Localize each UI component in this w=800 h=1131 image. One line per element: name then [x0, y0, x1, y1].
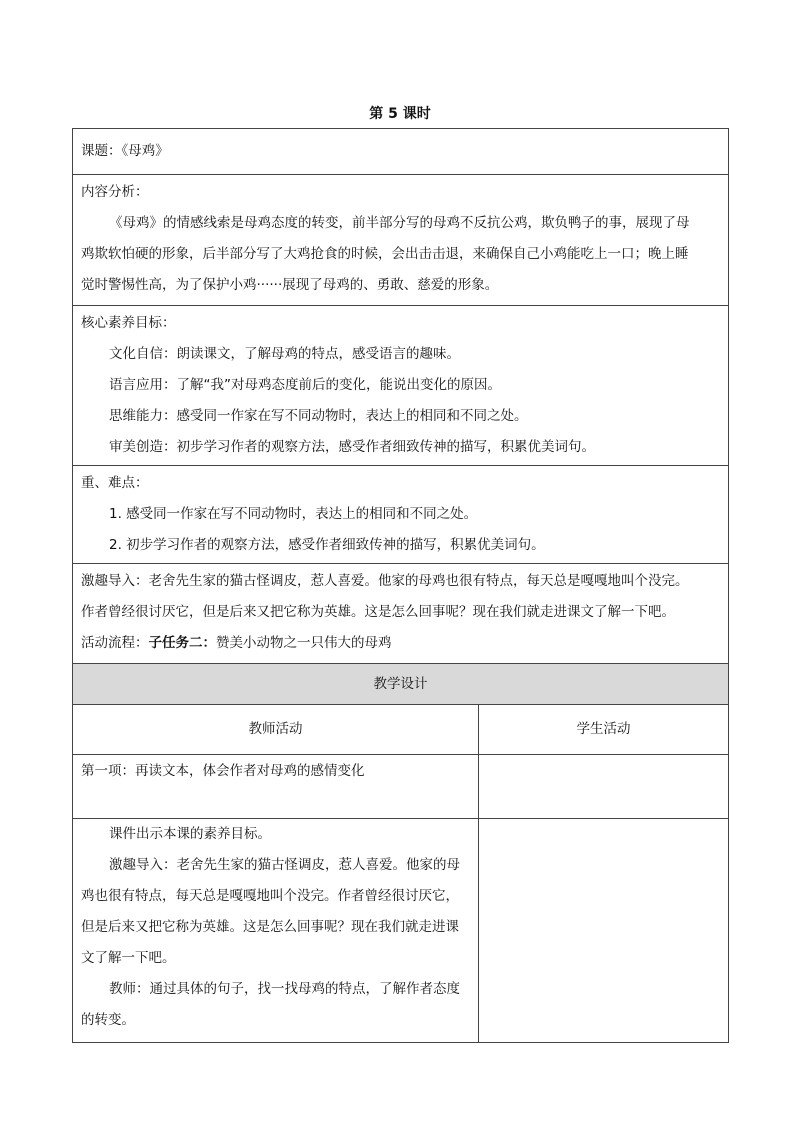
- core-goals-row: [73, 306, 729, 466]
- teacher-line: 但是后来又把它称为英雄。这是怎么回事呢？现在我们就走进课: [81, 919, 459, 935]
- content-analysis-label: 内容分析：: [81, 184, 149, 200]
- teacher-line: 课件出示本课的素养目标。: [109, 826, 271, 842]
- design-header: 教学设计: [73, 664, 729, 705]
- content-analysis-line: 《母鸡》的情感线索是母鸡态度的转变，前半部分写的母鸡不反抗公鸡，欺负鸭子的事，展现了母: [109, 215, 690, 231]
- teacher-line: 的转变。: [81, 1012, 135, 1028]
- teacher-line: 教师：通过具体的句子，找一找母鸡的特点，了解作者态度: [109, 981, 460, 997]
- activity-flow: [81, 628, 720, 659]
- content-analysis-row: [73, 175, 729, 306]
- core-goal-item: 语言应用：了解“我”对母鸡态度前后的变化，能说出变化的原因。: [109, 377, 501, 393]
- item1-student-cell: [479, 755, 729, 819]
- key-point-item: 1. 感受同一作家在写不同动物时，表达上的相同和不同之处。: [109, 506, 478, 522]
- content-analysis-line: 鸡欺软怕硬的形象，后半部分写了大鸡抢食的时候，会出击击退，来确保自己小鸡能吃上一口；晚上睡: [81, 246, 689, 262]
- key-points-row: [73, 466, 729, 564]
- activity-flow-task: 子任务二：: [148, 635, 216, 651]
- core-goal-item: 文化自信：朗读课文，了解母鸡的特点，感受语言的趣味。: [109, 346, 460, 362]
- item1-title: 第一项：再读文本，体会作者对母鸡的感情变化: [81, 763, 365, 779]
- activity-flow-text: 赞美小动物之一只伟大的母鸡: [216, 635, 392, 651]
- teacher-line: 鸡也很有特点，每天总是嘎嘎地叫个没完。作者曾经很讨厌它，: [81, 888, 459, 904]
- key-points-label: 重、难点：: [81, 475, 149, 491]
- lesson-plan-table: [72, 128, 729, 1043]
- intro-row: [73, 564, 729, 664]
- item1-row: [73, 755, 729, 819]
- core-goals-label: 核心素养目标：: [81, 315, 176, 331]
- topic-text: 课题：《母鸡》: [81, 143, 169, 159]
- teacher-activity-row: [73, 819, 729, 1043]
- key-point-item: 2. 初步学习作者的观察方法，感受作者细致传神的描写，积累优美词句。: [109, 537, 545, 553]
- intro-line: 作者曾经很讨厌它，但是后来又把它称为英雄。这是怎么回事呢？现在我们就走进课文了解一下吧。: [81, 604, 675, 620]
- design-header-row: [73, 664, 729, 705]
- activity-flow-label: 活动流程：: [81, 635, 149, 651]
- column-header-row: [73, 705, 729, 755]
- teacher-line: 文了解一下吧。: [81, 950, 176, 966]
- student-activity-cell: [479, 819, 729, 1043]
- teacher-line: 激趣导入：老舍先生家的猫古怪调皮，惹人喜爱。他家的母: [109, 857, 460, 873]
- core-goal-item: 审美创造：初步学习作者的观察方法，感受作者细致传神的描写，积累优美词句。: [109, 439, 595, 455]
- intro-line: 激趣导入：老舍先生家的猫古怪调皮，惹人喜爱。他家的母鸡也很有特点，每天总是嘎嘎地叫个没完。: [81, 573, 689, 589]
- teacher-column-header: 教师活动: [73, 705, 479, 755]
- core-goal-item: 思维能力：感受同一作家在写不同动物时，表达上的相同和不同之处。: [109, 408, 528, 424]
- page-title: 第 5 课时: [369, 106, 431, 122]
- topic-row: [73, 129, 729, 175]
- student-column-header: 学生活动: [479, 705, 729, 755]
- content-analysis-line: 觉时警惕性高，为了保护小鸡······展现了母鸡的、勇敢、慈爱的形象。: [81, 277, 499, 293]
